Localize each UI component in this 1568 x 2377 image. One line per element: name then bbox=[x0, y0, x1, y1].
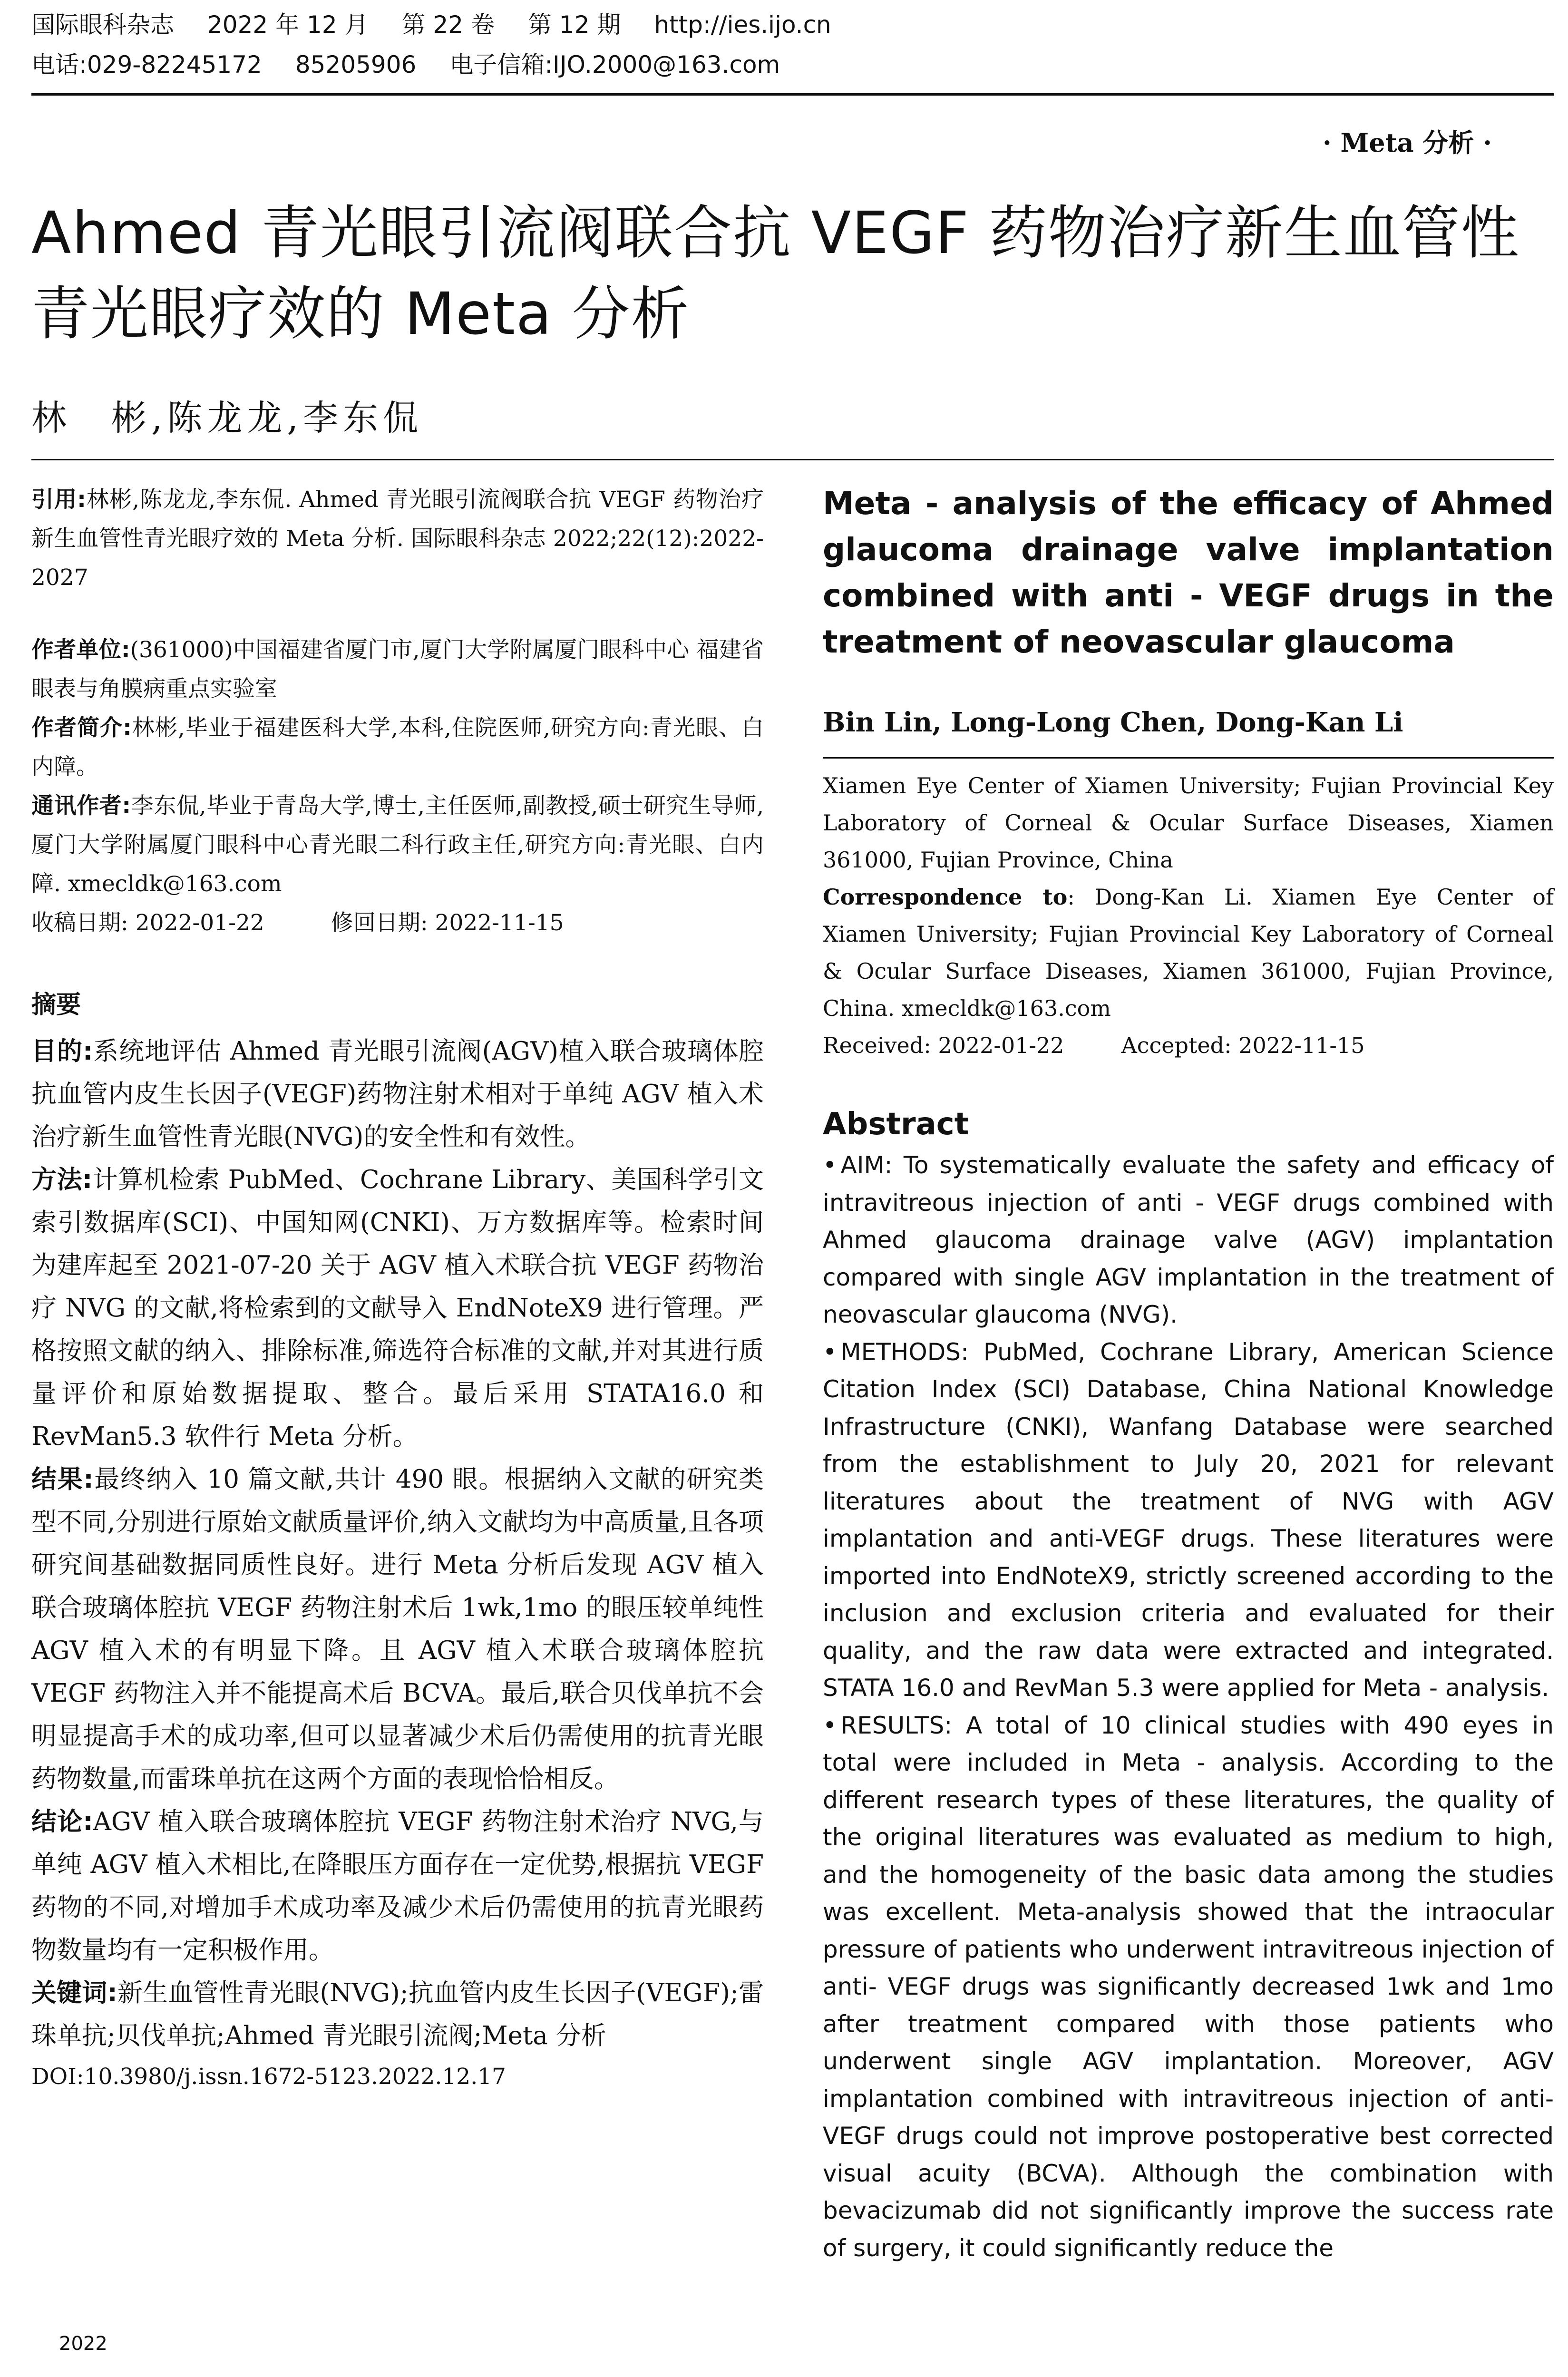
doi[interactable]: DOI:10.3980/j.issn.1672-5123.2022.12.17 bbox=[31, 2064, 506, 2090]
running-header-line2 bbox=[31, 50, 813, 79]
received-date: Received: 2022-01-22 bbox=[823, 1033, 1064, 1058]
methods bbox=[823, 1334, 1554, 1707]
keywords bbox=[31, 1972, 764, 2057]
corr-text: : Dong-Kan Li. Xiamen Eye Center of Xiamen University; Fujian Provincial Key Laboratory of Corneal & Ocular Surface Diseases, Xiamen 361000, Fujian Province, China. xmecldk@163.com bbox=[823, 884, 1554, 1021]
english-divider bbox=[823, 757, 1554, 759]
title-divider bbox=[31, 459, 1554, 460]
results-label: 结果: bbox=[31, 1465, 94, 1494]
section-tag: · Meta 分析 · bbox=[1322, 127, 1492, 158]
aim-text: 系统地评估 Ahmed 青光眼引流阀(AGV)植入联合玻璃体腔抗血管内皮生长因子(VEGF)药物注射术相对于单纯 AGV 植入术治疗新生血管性青光眼(NVG)的安全性和有效性。 bbox=[31, 1037, 764, 1151]
issue-date: 2022 年 12 月 bbox=[207, 11, 369, 39]
aim bbox=[823, 1147, 1554, 1334]
bullet-icon: • bbox=[823, 1151, 837, 1179]
english-column bbox=[823, 480, 1554, 2267]
bio-label: 作者简介: bbox=[31, 715, 132, 741]
affiliation: Xiamen Eye Center of Xiamen University; Fujian Provincial Key Laboratory of Corneal & Ocular Surface Diseases, Xiamen 361000, Fujian Province, China bbox=[823, 773, 1554, 873]
citation-text: 林彬,陈龙龙,李东侃. Ahmed 青光眼引流阀联合抗 VEGF 药物治疗新生血管性青光眼疗效的 Meta 分析. 国际眼科杂志 2022;22(12):2022-2027 bbox=[31, 487, 764, 591]
methods-label: 方法: bbox=[31, 1165, 93, 1194]
corr-label: Correspondence to bbox=[823, 884, 1068, 910]
conclusion-label: 结论: bbox=[31, 1807, 93, 1836]
corr-label: 通讯作者: bbox=[31, 793, 131, 819]
accepted-date: Accepted: 2022-11-15 bbox=[1121, 1033, 1365, 1058]
aim-label: 目的: bbox=[31, 1037, 93, 1066]
bullet-icon: • bbox=[823, 1711, 837, 1739]
methods bbox=[31, 1159, 764, 1458]
english-dates bbox=[823, 1027, 1554, 1064]
methods-text: 计算机检索 PubMed、Cochrane Library、美国科学引文索引数据库(SCI)、中国知网(CNKI)、万方数据库等。检索时间为建库起至 2021-07-20 关于 AGV 植入术联合抗 VEGF 药物治疗 NVG 的文献,将检索到的文献导入 EndNoteX9 进行管理。严格按照文献的纳入、排除标准,筛选符合标准的文献,并对其进行质量评价和原始数据提取、整合。最后采用 STATA16.0 和 RevMan5.3 软件行 Meta 分析。 bbox=[31, 1165, 764, 1451]
methods-text: METHODS: PubMed, Cochrane Library, American Science Citation Index (SCI) Database, China National Knowledge Infrastructure (CNKI), Wanfang Database were searched from the establishment to July 20, 2021 for relevant literatures about the treatment of NVG with AGV implantation and anti-VEGF drugs. These literatures were imported into EndNoteX9, strictly screened according to the inclusion and exclusion criteria and evaluated for their quality, and the raw data were extracted and integrated. STATA 16.0 and RevMan 5.3 were applied for Meta - analysis. bbox=[823, 1338, 1554, 1702]
unit-text: (361000)中国福建省厦门市,厦门大学附属厦门眼科中心 福建省眼表与角膜病重点实验室 bbox=[31, 637, 764, 702]
contact-email[interactable]: 电子信箱:IJO.2000@163.com bbox=[449, 51, 780, 78]
journal-name: 国际眼科杂志 bbox=[31, 11, 174, 39]
corr-text: 李东侃,毕业于青岛大学,博士,主任医师,副教授,硕士研究生导师,厦门大学附属厦门眼科中心青光眼二科行政主任,研究方向:青光眼、白内障. xmecldk@163.com bbox=[31, 793, 764, 897]
bullet-icon: • bbox=[823, 1338, 837, 1366]
unit-label: 作者单位: bbox=[31, 637, 130, 663]
correspondence bbox=[823, 878, 1554, 1027]
results bbox=[823, 1707, 1554, 2267]
aim bbox=[31, 1030, 764, 1159]
citation bbox=[31, 480, 764, 597]
english-affiliation-block bbox=[823, 767, 1554, 1064]
results bbox=[31, 1458, 764, 1801]
author-unit bbox=[31, 631, 764, 709]
conclusion bbox=[31, 1801, 764, 1972]
dates bbox=[31, 904, 764, 943]
journal-url[interactable]: http://ies.ijo.cn bbox=[654, 11, 831, 39]
received-date: 收稿日期: 2022-01-22 bbox=[31, 910, 264, 936]
running-header-line1 bbox=[31, 10, 865, 39]
issue: 第 12 期 bbox=[527, 11, 621, 39]
english-abstract bbox=[823, 1147, 1554, 2267]
bio-text: 林彬,毕业于福建医科大学,本科,住院医师,研究方向:青光眼、白内障。 bbox=[31, 715, 764, 780]
author-list: 林 彬,陈龙龙,李东侃 bbox=[31, 398, 423, 438]
page-number: 2022 bbox=[59, 2333, 107, 2355]
english-abstract-heading: Abstract bbox=[823, 1107, 969, 1142]
phone-2: 85205906 bbox=[295, 51, 417, 78]
chinese-abstract bbox=[31, 1030, 764, 2057]
results-text: 最终纳入 10 篇文献,共计 490 眼。根据纳入文献的研究类型不同,分别进行原始文献质量评价,纳入文献均为中高质量,且各项研究间基础数据同质性良好。进行 Meta 分析后发现 AGV 植入联合玻璃体腔抗 VEGF 药物注射术后 1wk,1mo 的眼压较单纯性 AGV 植入术的有明显下降。且 AGV 植入术联合玻璃体腔抗 VEGF 药物注入并不能提高术后 BCVA。最后,联合贝伐单抗不会明显提高手术的成功率,但可以显著减少术后仍需使用的抗青光眼药物数量,而雷珠单抗在这两个方面的表现恰恰相反。 bbox=[31, 1465, 764, 1793]
corresponding-author bbox=[31, 787, 764, 904]
aim-text: AIM: To systematically evaluate the safety and efficacy of intravitreous injection of anti - VEGF drugs combined with Ahmed glaucoma drainage valve (AGV) implantation compared with single AGV implantation in the treatment of neovascular glaucoma (NVG). bbox=[823, 1151, 1554, 1328]
header-divider bbox=[31, 93, 1554, 96]
revised-date: 修回日期: 2022-11-15 bbox=[331, 910, 564, 936]
keywords-text: 新生血管性青光眼(NVG);抗血管内皮生长因子(VEGF);雷珠单抗;贝伐单抗;Ahmed 青光眼引流阀;Meta 分析 bbox=[31, 1978, 764, 2050]
volume: 第 22 卷 bbox=[401, 11, 495, 39]
english-authors: Bin Lin, Long-Long Chen, Dong-Kan Li bbox=[823, 707, 1403, 738]
results-text: RESULTS: A total of 10 clinical studies with 490 eyes in total were included in Meta - analysis. According to the different research types of these literatures, the quality of the original literatures was evaluated as medium to high, and the homogeneity of the basic data among the studies was excellent. Meta-analysis showed that the intraocular pressure of patients who underwent intravitreous injection of anti- VEGF drugs was significantly decreased 1wk and 1mo after treatment compared with those patients who underwent single AGV implantation. Moreover, AGV implantation combined with intravitreous injection of anti- VEGF drugs could not improve postoperative best corrected visual acuity (BCVA). Although the combination with bevacizumab did not significantly improve the success rate of surgery, it could significantly reduce the bbox=[823, 1711, 1554, 2262]
phone: 电话:029-82245172 bbox=[31, 51, 262, 78]
chinese-column bbox=[31, 480, 764, 2096]
abstract-heading: 摘要 bbox=[31, 991, 81, 1019]
conclusion-text: AGV 植入联合玻璃体腔抗 VEGF 药物注射术治疗 NVG,与单纯 AGV 植入术相比,在降眼压方面存在一定优势,根据抗 VEGF 药物的不同,对增加手术成功率及减少术后仍需使用的抗青光眼药物数量均有一定积极作用。 bbox=[31, 1807, 764, 1965]
keywords-label: 关键词: bbox=[31, 1978, 117, 2007]
citation-label: 引用: bbox=[31, 487, 86, 513]
author-bio bbox=[31, 709, 764, 787]
english-title: Meta - analysis of the efficacy of Ahmed glaucoma drainage valve implantation combined with anti - VEGF drugs in the treatment of neovascular glaucoma bbox=[823, 485, 1554, 660]
article-title: Ahmed 青光眼引流阀联合抗 VEGF 药物治疗新生血管性青光眼疗效的 Meta 分析 bbox=[31, 199, 1520, 348]
